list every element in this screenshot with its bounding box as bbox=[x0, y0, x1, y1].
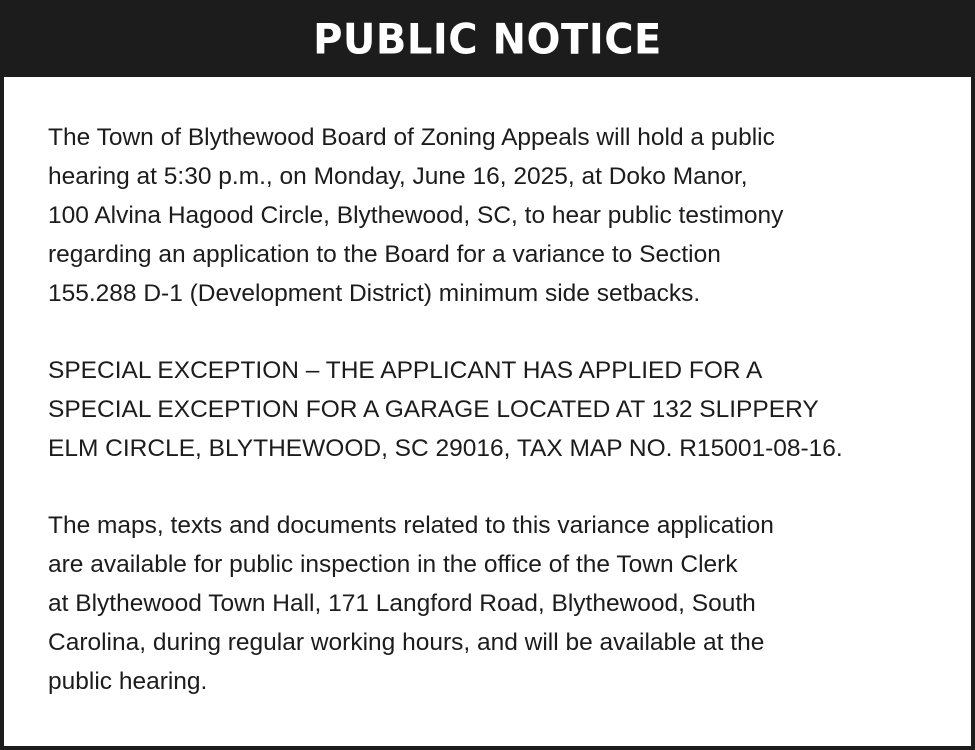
notice-banner bbox=[4, 4, 971, 77]
notice-body bbox=[48, 118, 953, 701]
hearing-paragraph: The Town of Blythewood Board of Zoning Appeals will hold a public hearing at 5:30 p.m., on Monday, June 16, 2025, at Doko Manor, 100 Alvina Hagood Circle, Blythewood, SC, to hear public testimony regarding an application to the Board for a variance to Section 155.288 D-1 (Development District) minimum side setbacks. bbox=[48, 124, 784, 307]
documents-availability-paragraph: The maps, texts and documents related to this variance application are available for public inspection in the office of the Town Clerk at Blythewood Town Hall, 171 Langford Road, Blythewood, South Carolina, during regular working hours, and will be available at the public hearing. bbox=[48, 512, 774, 695]
special-exception-paragraph: SPECIAL EXCEPTION – THE APPLICANT HAS APPLIED FOR A SPECIAL EXCEPTION FOR A GARAGE LOCATED AT 132 SLIPPERY ELM CIRCLE, BLYTHEWOOD, SC 29016, TAX MAP NO. R15001-08-16. bbox=[48, 357, 843, 462]
notice-title: PUBLIC NOTICE bbox=[313, 15, 662, 64]
